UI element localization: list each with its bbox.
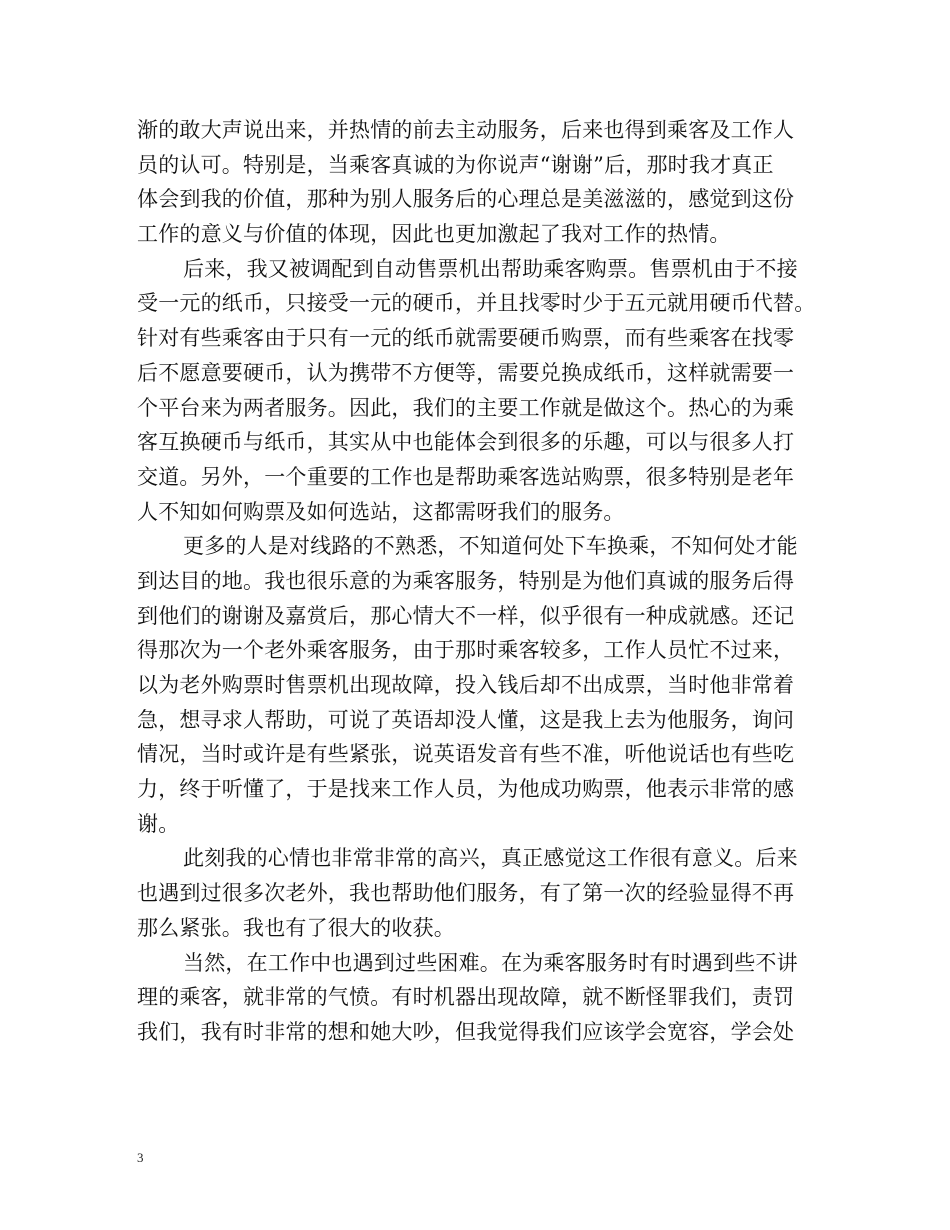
text-line: 工作的意义与价值的体现，因此也更加激起了我对工作的热情。 <box>137 222 731 247</box>
text-line: 谢。 <box>137 811 180 836</box>
text-line: 那么紧张。我也有了很大的收获。 <box>137 915 455 940</box>
text-line: 交道。另外，一个重要的工作也是帮助乘客选站购票，很多特别是老年 <box>137 464 795 489</box>
text-line: 得那次为一个老外乘客服务，由于那时乘客较多，工作人员忙不过来， <box>137 638 795 663</box>
text-line: 员的认可。特别是，当乘客真诚的为你说声“谢谢”后，那时我才真正 <box>137 152 774 177</box>
paragraph-start-line: 此刻我的心情也非常非常的高兴，真正感觉这工作很有意义。后来 <box>183 846 798 871</box>
text-line: 人不知如何购票及如何选站，这都需呀我们的服务。 <box>137 499 625 524</box>
text-line: 情况，当时或许是有些紧张，说英语发音有些不准，听他说话也有些吃 <box>137 742 795 767</box>
text-line: 到达目的地。我也很乐意的为乘客服务，特别是为他们真诚的服务后得 <box>137 568 795 593</box>
text-line: 个平台来为两者服务。因此，我们的主要工作就是做这个。热心的为乘 <box>137 395 795 420</box>
text-line: 力，终于听懂了，于是找来工作人员，为他成功购票，他表示非常的感 <box>137 777 795 802</box>
body-text <box>137 113 827 1050</box>
paragraph-start-line: 后来，我又被调配到自动售票机出帮助乘客购票。售票机由于不接 <box>183 256 798 281</box>
text-line: 针对有些乘客由于只有一元的纸币就需要硬币购票，而有些乘客在找零 <box>137 326 795 351</box>
text-line: 体会到我的价值，那种为别人服务后的心理总是美滋滋的，感觉到这份 <box>137 187 795 212</box>
text-line: 急，想寻求人帮助，可说了英语却没人懂，这是我上去为他服务，询问 <box>137 707 795 732</box>
paragraph-start-line: 更多的人是对线路的不熟悉，不知道何处下车换乘，不知何处才能 <box>183 534 798 559</box>
text-line: 也遇到过很多次老外，我也帮助他们服务，有了第一次的经验显得不再 <box>137 881 795 906</box>
paragraph-start-line: 当然，在工作中也遇到过些困难。在为乘客服务时有时遇到些不讲 <box>183 950 798 975</box>
text-line: 到他们的谢谢及嘉赏后，那心情大不一样，似乎很有一种成就感。还记 <box>137 603 795 628</box>
text-line: 以为老外购票时售票机出现故障，投入钱后却不出成票，当时他非常着 <box>137 673 795 697</box>
text-line: 理的乘客，就非常的气愤。有时机器出现故障，就不断怪罪我们，责罚 <box>137 985 795 1010</box>
page-number: 3 <box>137 1150 144 1165</box>
text-line: 渐的敢大声说出来，并热情的前去主动服务，后来也得到乘客及工作人 <box>137 118 795 142</box>
text-line: 客互换硬币与纸币，其实从中也能体会到很多的乐趣，可以与很多人打 <box>137 430 795 455</box>
text-line: 受一元的纸币，只接受一元的硬币，并且找零时少于五元就用硬币代替。 <box>137 291 816 316</box>
text-line: 我们，我有时非常的想和她大吵，但我觉得我们应该学会宽容，学会处 <box>137 1019 795 1044</box>
text-line: 后不愿意要硬币，认为携带不方便等，需要兑换成纸币，这样就需要一 <box>137 360 795 385</box>
